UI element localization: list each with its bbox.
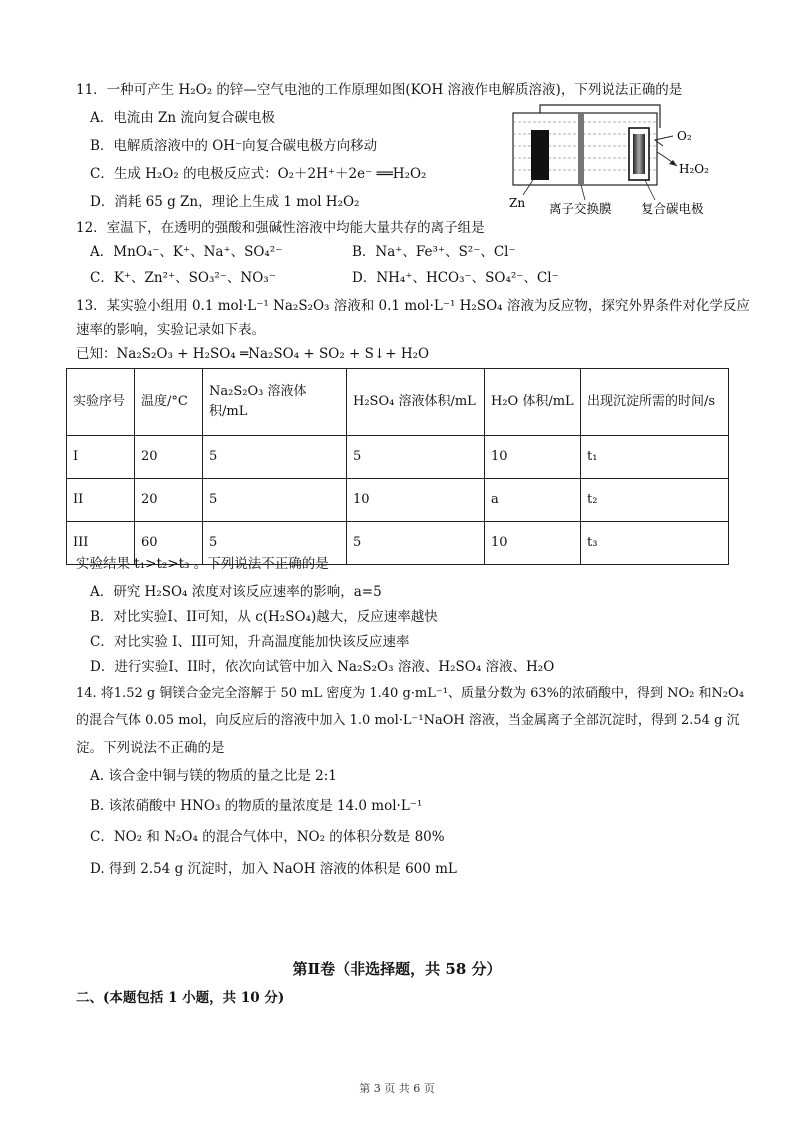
table-header-row — [67, 369, 729, 436]
table-cell: 20 — [135, 479, 203, 522]
ion-exchange-membrane — [578, 113, 584, 185]
header-cell: H₂O 体积/mL — [485, 369, 581, 436]
q13-stem-line2: 速率的影响，实验记录如下表。 — [76, 322, 265, 338]
table-cell: 60 — [135, 522, 203, 565]
o2-h2o2-arrows — [655, 136, 677, 166]
q12-option-c: C．K⁺、Zn²⁺、SO₃²⁻、NO₃⁻ — [90, 270, 276, 286]
q14-stem-line2: 的混合气体 0.05 mol，向反应后的溶液中加入 1.0 mol·L⁻¹NaOH 溶液，当金属离子全部沉淀时，得到 2.54 g 沉 — [76, 713, 740, 728]
q13-option-a: A．研究 H₂SO₄ 浓度对该反应速率的影响，a=5 — [90, 584, 382, 600]
table-cell: III — [67, 522, 135, 565]
page-footer: 第 3 页 共 6 页 — [359, 1082, 435, 1095]
part2-section-heading: 二、(本题包括 1 小题，共 10 分) — [76, 990, 285, 1006]
zinc-air-battery-diagram — [505, 100, 735, 225]
table-cell: t₁ — [581, 436, 729, 479]
q13-stem-line1: 13．某实验小组用 0.1 mol·L⁻¹ Na₂S₂O₃ 溶液和 0.1 mol·L⁻¹ H₂SO₄ 溶液为反应物，探究外界条件对化学反应 — [76, 298, 750, 314]
table-cell: 20 — [135, 436, 203, 479]
zinc-electrode — [531, 130, 549, 180]
q11-stem: 11．一种可产生 H₂O₂ 的锌—空气电池的工作原理如图(KOH 溶液作电解质溶液)，下列说法正确的是 — [76, 82, 683, 98]
table-cell: t₃ — [581, 522, 729, 565]
q13-result: 实验结果 t₁>t₂>t₃ 。下列说法不正确的是 — [76, 556, 329, 572]
experiment-table — [66, 368, 729, 565]
part2-title: 第Ⅱ卷（非选择题，共 58 分） — [292, 960, 502, 978]
q13-known-equation: 已知：Na₂S₂O₃ + H₂SO₄ ═Na₂SO₄ + SO₂ + S↓+ H₂O — [76, 346, 430, 362]
q12-stem: 12．室温下，在透明的强酸和强碱性溶液中均能大量共存的离子组是 — [76, 220, 485, 236]
table-row — [67, 436, 729, 479]
q12-option-d: D．NH₄⁺、HCO₃⁻、SO₄²⁻、Cl⁻ — [352, 270, 559, 286]
q11-option-c: C．生成 H₂O₂ 的电极反应式：O₂＋2H⁺＋2e⁻ ══H₂O₂ — [90, 166, 427, 182]
table-cell: 10 — [347, 479, 485, 522]
q14-stem-line1: 14. 将1.52 g 铜镁合金完全溶解于 50 mL 密度为 1.40 g·mL⁻¹、质量分数为 63%的浓硝酸中，得到 NO₂ 和N₂O₄ — [76, 686, 744, 701]
label-o2: O₂ — [677, 129, 692, 143]
table-cell: 5 — [203, 522, 347, 565]
q14-stem-line3: 淀。下列说法不正确的是 — [76, 740, 225, 756]
header-cell: 出现沉淀所需的时间/s — [581, 369, 729, 436]
table-cell: 10 — [485, 522, 581, 565]
q12-option-b: B．Na⁺、Fe³⁺、S²⁻、Cl⁻ — [352, 244, 516, 260]
table-cell: t₂ — [581, 479, 729, 522]
composite-carbon-electrode — [629, 128, 649, 180]
q11-option-a: A．电流由 Zn 流向复合碳电极 — [90, 110, 275, 126]
header-cell: 实验序号 — [67, 369, 135, 436]
q13-option-b: B．对比实验I、II可知，从 c(H₂SO₄)越大，反应速率越快 — [90, 609, 438, 625]
label-h2o2: H₂O₂ — [679, 162, 709, 176]
q14-option-c: C．NO₂ 和 N₂O₄ 的混合气体中，NO₂ 的体积分数是 80% — [90, 829, 445, 845]
header-cell: H₂SO₄ 溶液体积/mL — [347, 369, 485, 436]
label-electrode: 复合碳电极 — [641, 201, 704, 216]
table-cell: 5 — [347, 436, 485, 479]
table-cell: a — [485, 479, 581, 522]
table-cell: II — [67, 479, 135, 522]
table-cell: 5 — [203, 479, 347, 522]
q14-option-d: D. 得到 2.54 g 沉淀时，加入 NaOH 溶液的体积是 600 mL — [90, 861, 457, 877]
q14-option-b: B. 该浓硝酸中 HNO₃ 的物质的量浓度是 14.0 mol·L⁻¹ — [90, 798, 423, 814]
header-cell: Na₂S₂O₃ 溶液体积/mL — [203, 369, 347, 436]
header-cell: 温度/°C — [135, 369, 203, 436]
table-cell: I — [67, 436, 135, 479]
q13-option-c: C．对比实验 I、III可知，升高温度能加快该反应速率 — [90, 634, 410, 650]
table-cell: 10 — [485, 436, 581, 479]
label-membrane: 离子交换膜 — [549, 201, 612, 216]
q11-option-b: B．电解质溶液中的 OH⁻向复合碳电极方向移动 — [90, 138, 378, 154]
q14-option-a: A. 该合金中铜与镁的物质的量之比是 2:1 — [90, 768, 337, 784]
q13-option-d: D．进行实验I、II时，依次向试管中加入 Na₂S₂O₃ 溶液、H₂SO₄ 溶液、H₂O — [90, 659, 555, 675]
table-cell: 5 — [347, 522, 485, 565]
q12-option-a: A．MnO₄⁻、K⁺、Na⁺、SO₄²⁻ — [90, 244, 283, 260]
q11-option-d: D．消耗 65 g Zn，理论上生成 1 mol H₂O₂ — [90, 194, 360, 210]
label-zn: Zn — [509, 196, 526, 210]
table-row — [67, 479, 729, 522]
table-cell: 5 — [203, 436, 347, 479]
